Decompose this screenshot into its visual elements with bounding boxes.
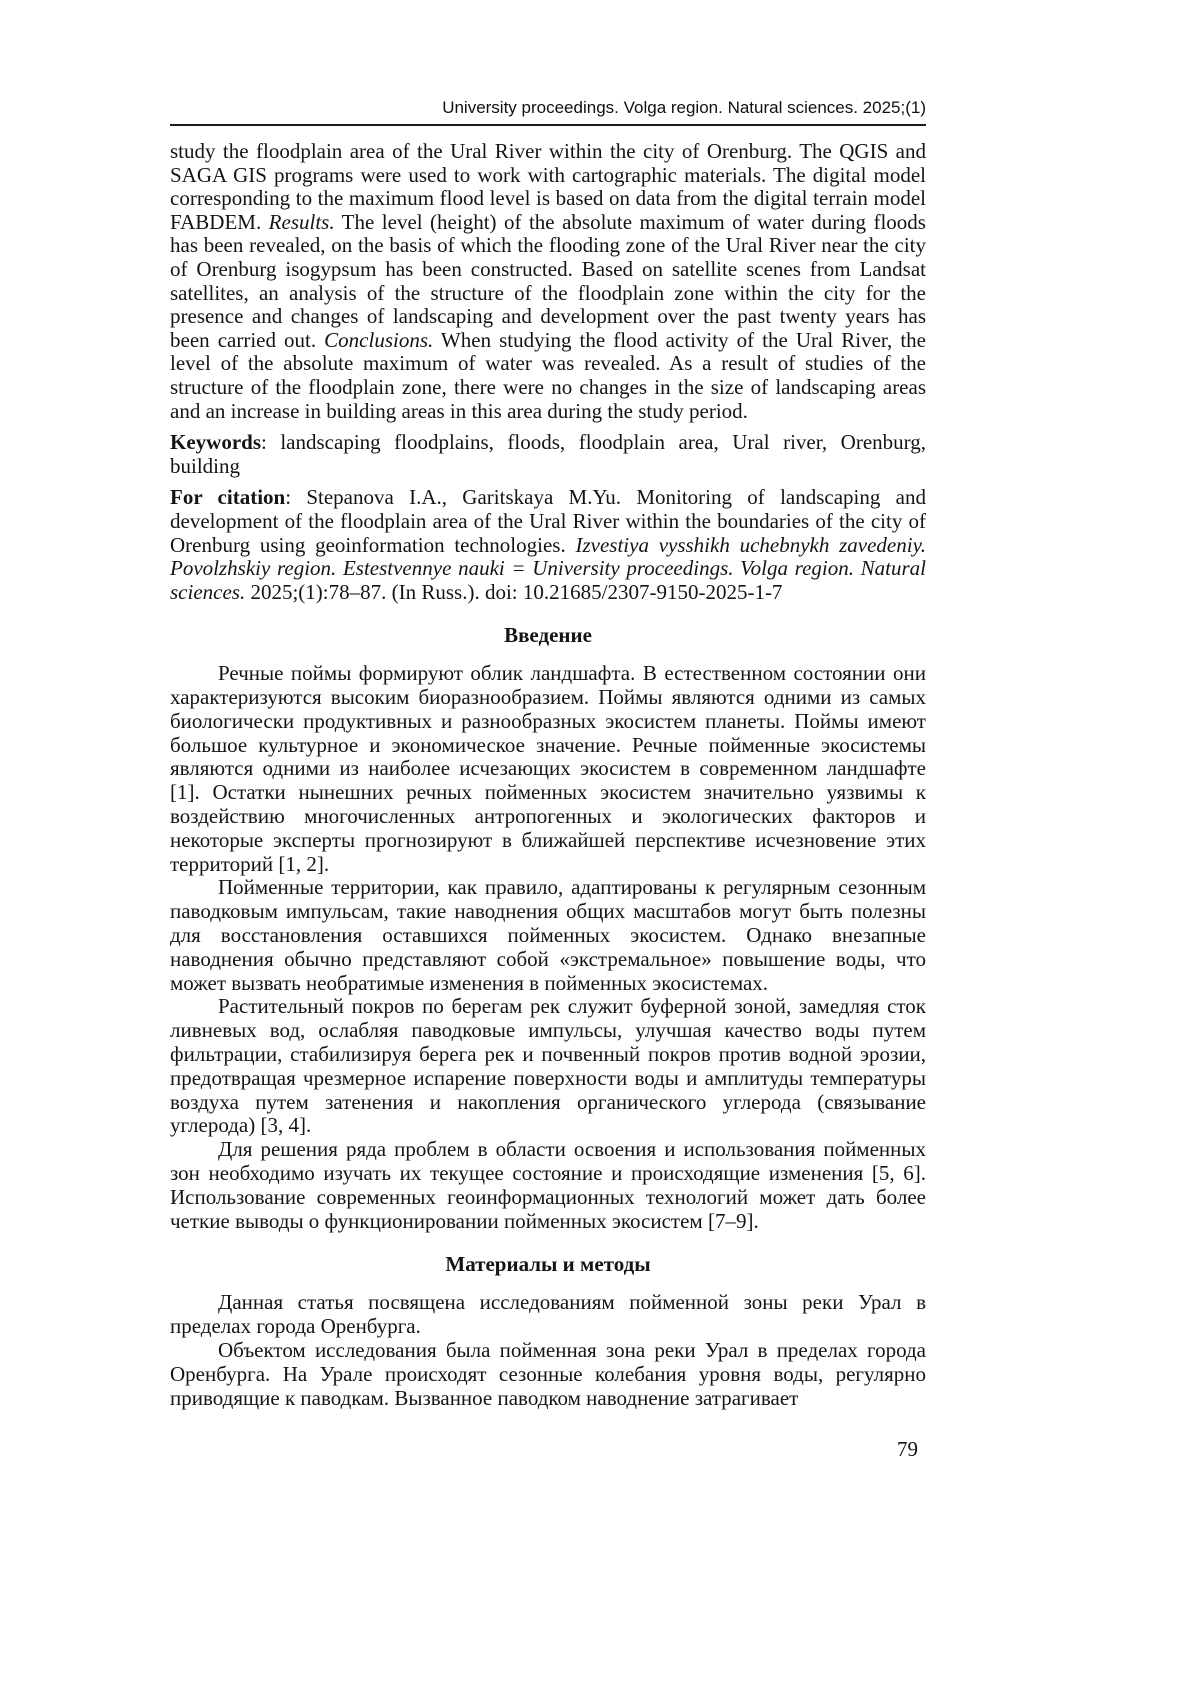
abstract-paragraph — [170, 140, 926, 423]
page-number: 79 — [897, 1437, 918, 1462]
citation-paragraph — [170, 486, 926, 604]
journal-title: University proceedings. Volga region. Natural sciences. 2025;(1) — [442, 98, 926, 117]
section-heading-methods: Материалы и методы — [445, 1252, 651, 1277]
keywords-label: Keywords — [170, 430, 261, 455]
section-heading-introduction: Введение — [504, 623, 592, 648]
abstract-text-2: The level (height) of the absolute maximum of water during floods has been revealed, on the basis of which the flooding zone of the Ural River near the city of Orenburg isogypsum has been constructed. Based on satellite scenes from Landsat satellites, an analysis of the structure of the floodplain zone within the city for the presence and changes of landscaping and development over the past twenty years has been carried out. — [170, 209, 926, 352]
intro-paragraph-1: Речные поймы формируют облик ландшафта. В естественном состоянии они характеризуются высоким биоразнообразием. Поймы являются одними из самых биологически продуктивных и разнообразных экосистем планеты. Поймы имеют большое культурное и экономическое значение. Речные пойменные экосистемы являются одними из наиболее исчезающих экосистем в современном ландшафте [1]. Остатки нынешних речных пойменных экосистем значительно уязвимы к воздействию многочисленных антропогенных и экологических факторов и некоторые эксперты прогнозируют в ближайшей перспективе исчезновение этих территорий [1, 2]. — [170, 661, 926, 876]
abstract-text-3: When studying the flood activity of the Ural River, the level of the absolute maximum of water was revealed. As a result of studies of the structure of the floodplain zone, there were no changes in the size of landscaping areas and an increase in building areas in this area during the study period. — [170, 327, 927, 423]
citation-text-1: : Stepanova I.A., Garitskaya M.Yu. Monitoring of landscaping and development of the floodplain area of the Ural River within the boundaries of the city of Orenburg using geoinformation technologies. — [170, 485, 926, 557]
abstract-text-1: study the floodplain area of the Ural River within the city of Orenburg. The QGIS and SAGA GIS programs were used to work with cartographic materials. The digital model corresponding to the maximum flood level is based on data from the digital terrain model FABDEM. — [170, 139, 926, 234]
intro-paragraph-2: Пойменные территории, как правило, адаптированы к регулярным сезонным паводковым импульсам, такие наводнения общих масштабов могут быть полезны для восстановления оставшихся пойменных экосистем. Однако внезапные наводнения обычно представляют собой «экстремальное» повышение воды, что может вызвать необратимые изменения в пойменных экосистемах. — [170, 875, 926, 995]
citation-source-italic: Izvestiya vysshikh uchebnykh zavedeniy. Povolzhskiy region. Estestvennye nauki = University proceedings. Volga region. Natural sciences. — [170, 532, 926, 604]
intro-paragraph-4: Для решения ряда проблем в области освоения и использования пойменных зон необходимо изучать их текущее состояние и происходящие изменения [5, 6]. Использование современных геоинформационных технологий может дать более четкие выводы о функционировании пойменных экосистем [7–9]. — [170, 1137, 926, 1233]
running-header — [170, 98, 926, 126]
content-column — [170, 0, 926, 1462]
intro-paragraph-3: Растительный покров по берегам рек служит буферной зоной, замедляя сток ливневых вод, ослабляя паводковые импульсы, улучшая качество воды путем фильтрации, стабилизируя берега рек и почвенный покров против водной эрозии, предотвращая чрезмерное испарение поверхности воды и амплитуды температуры воздуха путем затенения и накопления органического углерода (связывание углерода) [3, 4]. — [170, 994, 926, 1138]
citation-label: For citation — [170, 485, 286, 510]
keywords-text: : landscaping floodplains, floods, floodplain area, Ural river, Orenburg, building — [170, 430, 926, 478]
abstract-conclusions-label: Conclusions. — [324, 327, 434, 352]
abstract-results-label: Results. — [268, 209, 335, 234]
methods-paragraph-2: Объектом исследования была пойменная зона реки Урал в пределах города Оренбурга. На Урале происходят сезонные колебания уровня воды, регулярно приводящие к паводкам. Вызванное паводком наводнение затрагивает — [170, 1338, 926, 1410]
methods-paragraph-1: Данная статья посвящена исследованиям пойменной зоны реки Урал в пределах города Оренбурга. — [170, 1290, 926, 1339]
keywords-paragraph — [170, 431, 926, 478]
citation-text-2: 2025;(1):78–87. (In Russ.). doi: 10.21685/2307-9150-2025-1-7 — [250, 579, 783, 604]
